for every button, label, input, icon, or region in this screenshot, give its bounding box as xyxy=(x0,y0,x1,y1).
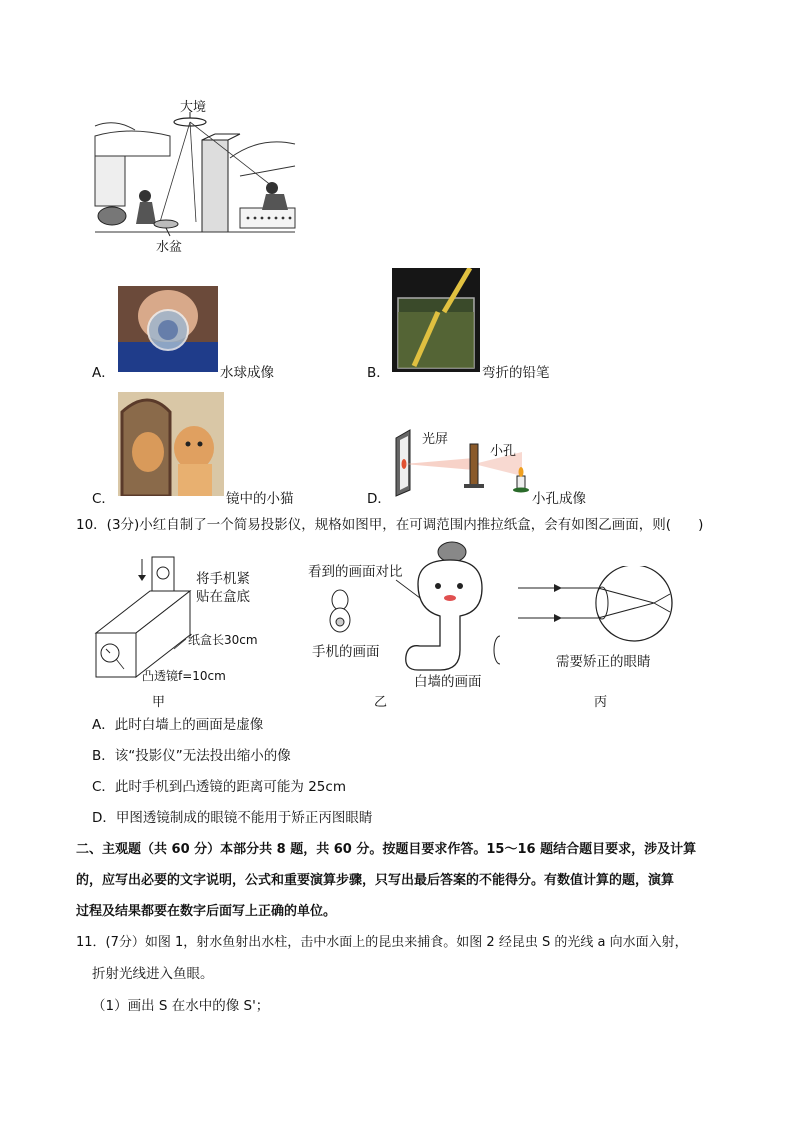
yi-compare: 看到的画面对比 xyxy=(308,564,403,580)
q11-line2: 折射光线进入鱼眼。 xyxy=(92,966,214,982)
jia-note-line1: 将手机紧 xyxy=(196,571,250,587)
section2-line1: 二、主观题（共 60 分）本部分共 8 题，共 60 分。按题目要求作答。15～16 题结合题目要求，涉及计算 xyxy=(76,842,697,857)
q10-option-d: D．甲图透镜制成的眼镜不能用于矫正丙图眼睛 xyxy=(92,810,373,826)
yi-caption: 乙 xyxy=(374,695,388,710)
jia-caption: 甲 xyxy=(152,695,166,710)
fig-jia xyxy=(90,553,280,708)
bing-eye-label: 需要矫正的眼睛 xyxy=(556,654,651,670)
periscope-top-label: 大境 xyxy=(180,100,207,115)
bing-caption: 丙 xyxy=(594,695,608,710)
pinhole-hole-label: 小孔 xyxy=(490,444,517,459)
q10-stem: 10．(3分)小红自制了一个简易投影仪，规格如图甲，在可调范围内推拉纸盒，会有如图乙画面，则( ) xyxy=(76,517,704,533)
section2-line3: 过程及结果都要在数字后面写上正确的单位。 xyxy=(76,904,337,919)
periscope-illustration xyxy=(90,96,300,256)
pinhole-diagram xyxy=(390,424,540,500)
periscope-bottom-label: 水盆 xyxy=(156,240,183,255)
fig-bing xyxy=(514,566,684,708)
option-a-caption: 水球成像 xyxy=(220,365,274,381)
option-d-letter: D． xyxy=(367,491,391,507)
pinhole-figure xyxy=(390,424,540,500)
q11-line1: 11．(7分）如图 1，射水鱼射出水柱，击中水面上的昆虫来捕食。如图 2 经昆虫 S 的光线 a 向水面入射， xyxy=(76,935,688,950)
cat-mirror-photo xyxy=(118,392,224,496)
jia-lens: 凸透镜f=10cm xyxy=(142,669,226,683)
option-a-letter: A． xyxy=(92,365,115,381)
water-ball-photo xyxy=(118,286,218,372)
section2-line2: 的，应写出必要的文字说明，公式和重要演算步骤，只写出最后答案的不能得分。有数值计算的题，演算 xyxy=(76,873,675,888)
fig-yi xyxy=(300,540,500,708)
option-c-caption: 镜中的小猫 xyxy=(226,491,294,507)
pinhole-screen-label: 光屏 xyxy=(422,432,449,447)
q11-sub1: （1）画出 S 在水中的像 S'； xyxy=(92,998,270,1014)
jia-note-line2: 贴在盒底 xyxy=(196,589,250,605)
yi-phone-screen: 手机的画面 xyxy=(312,644,380,660)
eye-diagram xyxy=(514,566,684,662)
option-c-letter: C． xyxy=(92,491,115,507)
q10-option-c: C．此时手机到凸透镜的距离可能为 25cm xyxy=(92,779,346,795)
q10-option-b: B．该“投影仪”无法投出缩小的像 xyxy=(92,748,291,764)
jia-box-length: 纸盒长30cm xyxy=(188,633,258,647)
option-b-letter: B． xyxy=(367,365,390,381)
option-d-caption: 小孔成像 xyxy=(532,491,586,507)
option-b-caption: 弯折的铅笔 xyxy=(482,365,550,381)
periscope-figure xyxy=(90,96,300,256)
q10-option-a: A．此时白墙上的画面是虚像 xyxy=(92,717,264,733)
bent-pencil-photo xyxy=(392,268,480,372)
yi-wall-screen: 白墙的画面 xyxy=(414,674,482,690)
